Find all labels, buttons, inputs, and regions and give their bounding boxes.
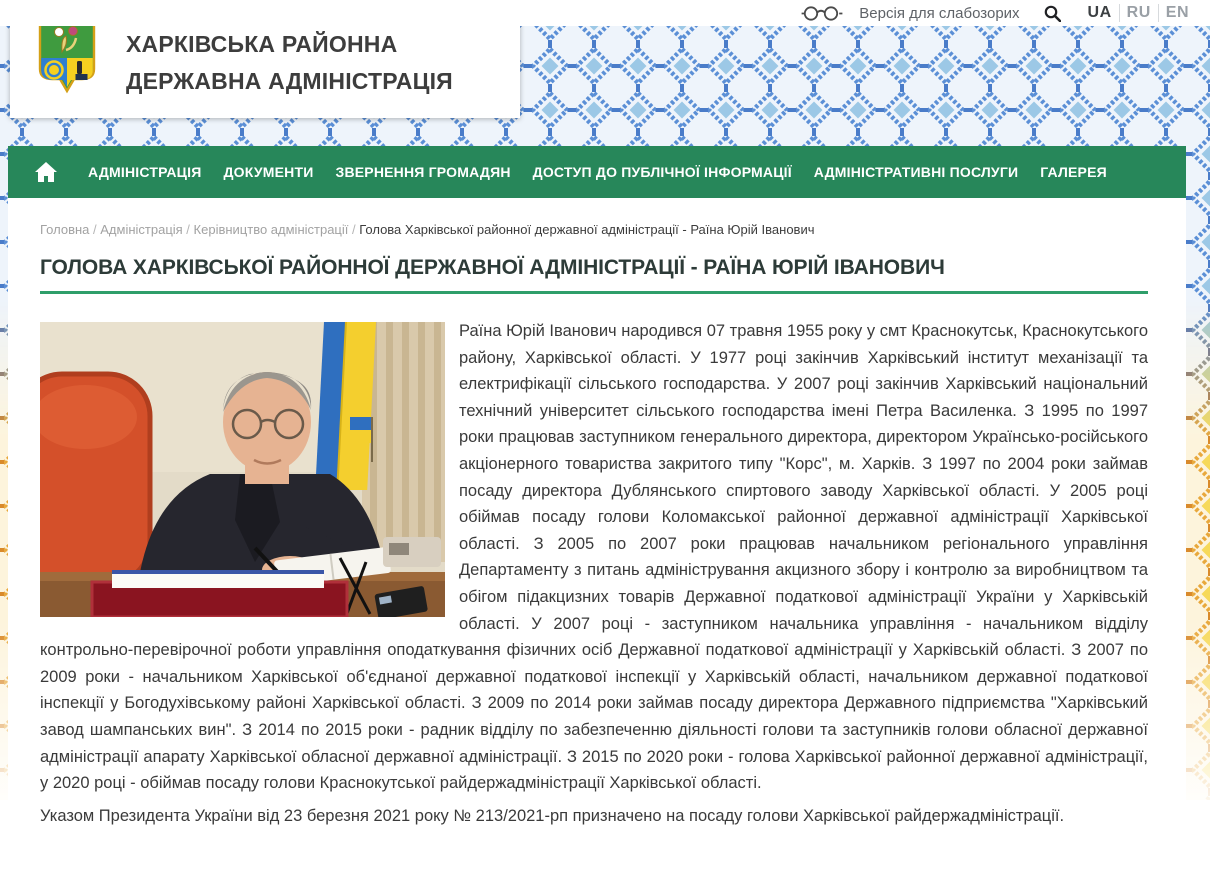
lang-ua[interactable]: UA (1087, 4, 1112, 21)
title-underline (40, 291, 1148, 294)
breadcrumb (40, 222, 1148, 237)
breadcrumb-administration[interactable]: Адміністрація / (100, 222, 193, 237)
coat-of-arms (36, 20, 98, 107)
main-nav (8, 146, 1186, 198)
nav-citizen-appeals[interactable]: ЗВЕРНЕННЯ ГРОМАДЯН (335, 164, 511, 180)
lang-en[interactable]: EN (1158, 4, 1196, 22)
accessibility-version-link[interactable]: Версія для слабозорих (859, 4, 1020, 22)
breadcrumb-home[interactable]: Головна / (40, 222, 100, 237)
breadcrumb-current: Голова Харківської районної державної адміністрації - Раїна Юрій Іванович (359, 222, 815, 237)
nav-public-information[interactable]: ДОСТУП ДО ПУБЛІЧНОЇ ІНФОРМАЦІЇ (532, 164, 792, 180)
nav-administration[interactable]: АДМІНІСТРАЦІЯ (88, 164, 202, 180)
utility-bar (0, 0, 1210, 26)
nav-documents[interactable]: ДОКУМЕНТИ (223, 164, 314, 180)
site-title: ХАРКІВСЬКА РАЙОННА ДЕРЖАВНА АДМІНІСТРАЦІЯ (126, 31, 453, 94)
director-photo (40, 322, 445, 617)
nav-administrative-services[interactable]: АДМІНІСТРАТИВНІ ПОСЛУГИ (813, 164, 1019, 180)
glasses-icon[interactable] (801, 5, 843, 22)
home-icon[interactable] (26, 146, 66, 198)
bio-paragraph-1: Раїна Юрій Іванович народився 07 травня 1955 року у смт Краснокутськ, Краснокутського району, Харківської області. У 1977 році закінчив Харківський інститут механізації та електрифікації сільського господарства. У 2007 році закінчив Харківський національний технічний університет сільського господарства імені Петра Василенка. З 1995 по 1997 роки працював заступником генерального директора, директором Українсько-російського акціонерного товариства закритого типу "Корс", м. Харків. З 1997 по 2004 роки займав посаду директора Дублянського спиртового заводу Харківської області. У 2005 році обіймав посаду голови Коломакської районної державної адміністрації Харківської області. З 2005 по 2007 роки працював начальником регіонального управління Департаменту з питань адміністрування акцизного збору і контролю за виробництвом та обігом підакцизних товарів Державної податкової адміністрації України у Харківській області. У 2007 році - заступником начальника управління - начальником відділу контрольно-перевірочної роботи управління оподаткування фізичних осіб Державної податкової адміністрації у Харківській області. З 2007 по 2009 роки - начальником Харківської об'єднаної державної податкової інспекції у Харківській області, начальником державної податкової інспекції у Богодухівському районі Харківської області. З 2009 по 2014 роки займав посаду директора Державного підприємства "Харківський завод шампанських вин". З 2014 по 2015 роки - радник відділу по забезпеченню діяльності голови та заступників голови обласної державної адміністрації апарату Харківської обласної державної адміністрації. З 2015 по 2020 роки - голова Харківської районної державної адміністрації, у 2020 році - обіймав посаду голови Краснокутської райдержадміністрації Харківської області. (40, 322, 1148, 793)
lang-ru[interactable]: RU (1119, 4, 1158, 22)
curtain (362, 322, 445, 562)
red-chair (40, 374, 150, 584)
page-title: ГОЛОВА ХАРКІВСЬКОЇ РАЙОННОЇ ДЕРЖАВНОЇ АДМІНІСТРАЦІЇ - РАЇНА ЮРІЙ ІВАНОВИЧ (40, 256, 945, 279)
main-content (8, 198, 1186, 870)
red-tray (92, 572, 347, 617)
nav-gallery[interactable]: ГАЛЕРЕЯ (1040, 164, 1107, 180)
ukraine-flag (315, 322, 376, 490)
language-switcher (1081, 4, 1196, 22)
breadcrumb-leadership[interactable]: Керівництво адміністрації / (194, 222, 360, 237)
bio-paragraph-2: Указом Президента України від 23 березня 2021 року № 213/2021-рп призначено на посаду голови Харківської райдержадміністрації. (40, 806, 1065, 825)
biography (40, 318, 1148, 835)
search-icon[interactable] (1044, 5, 1061, 22)
